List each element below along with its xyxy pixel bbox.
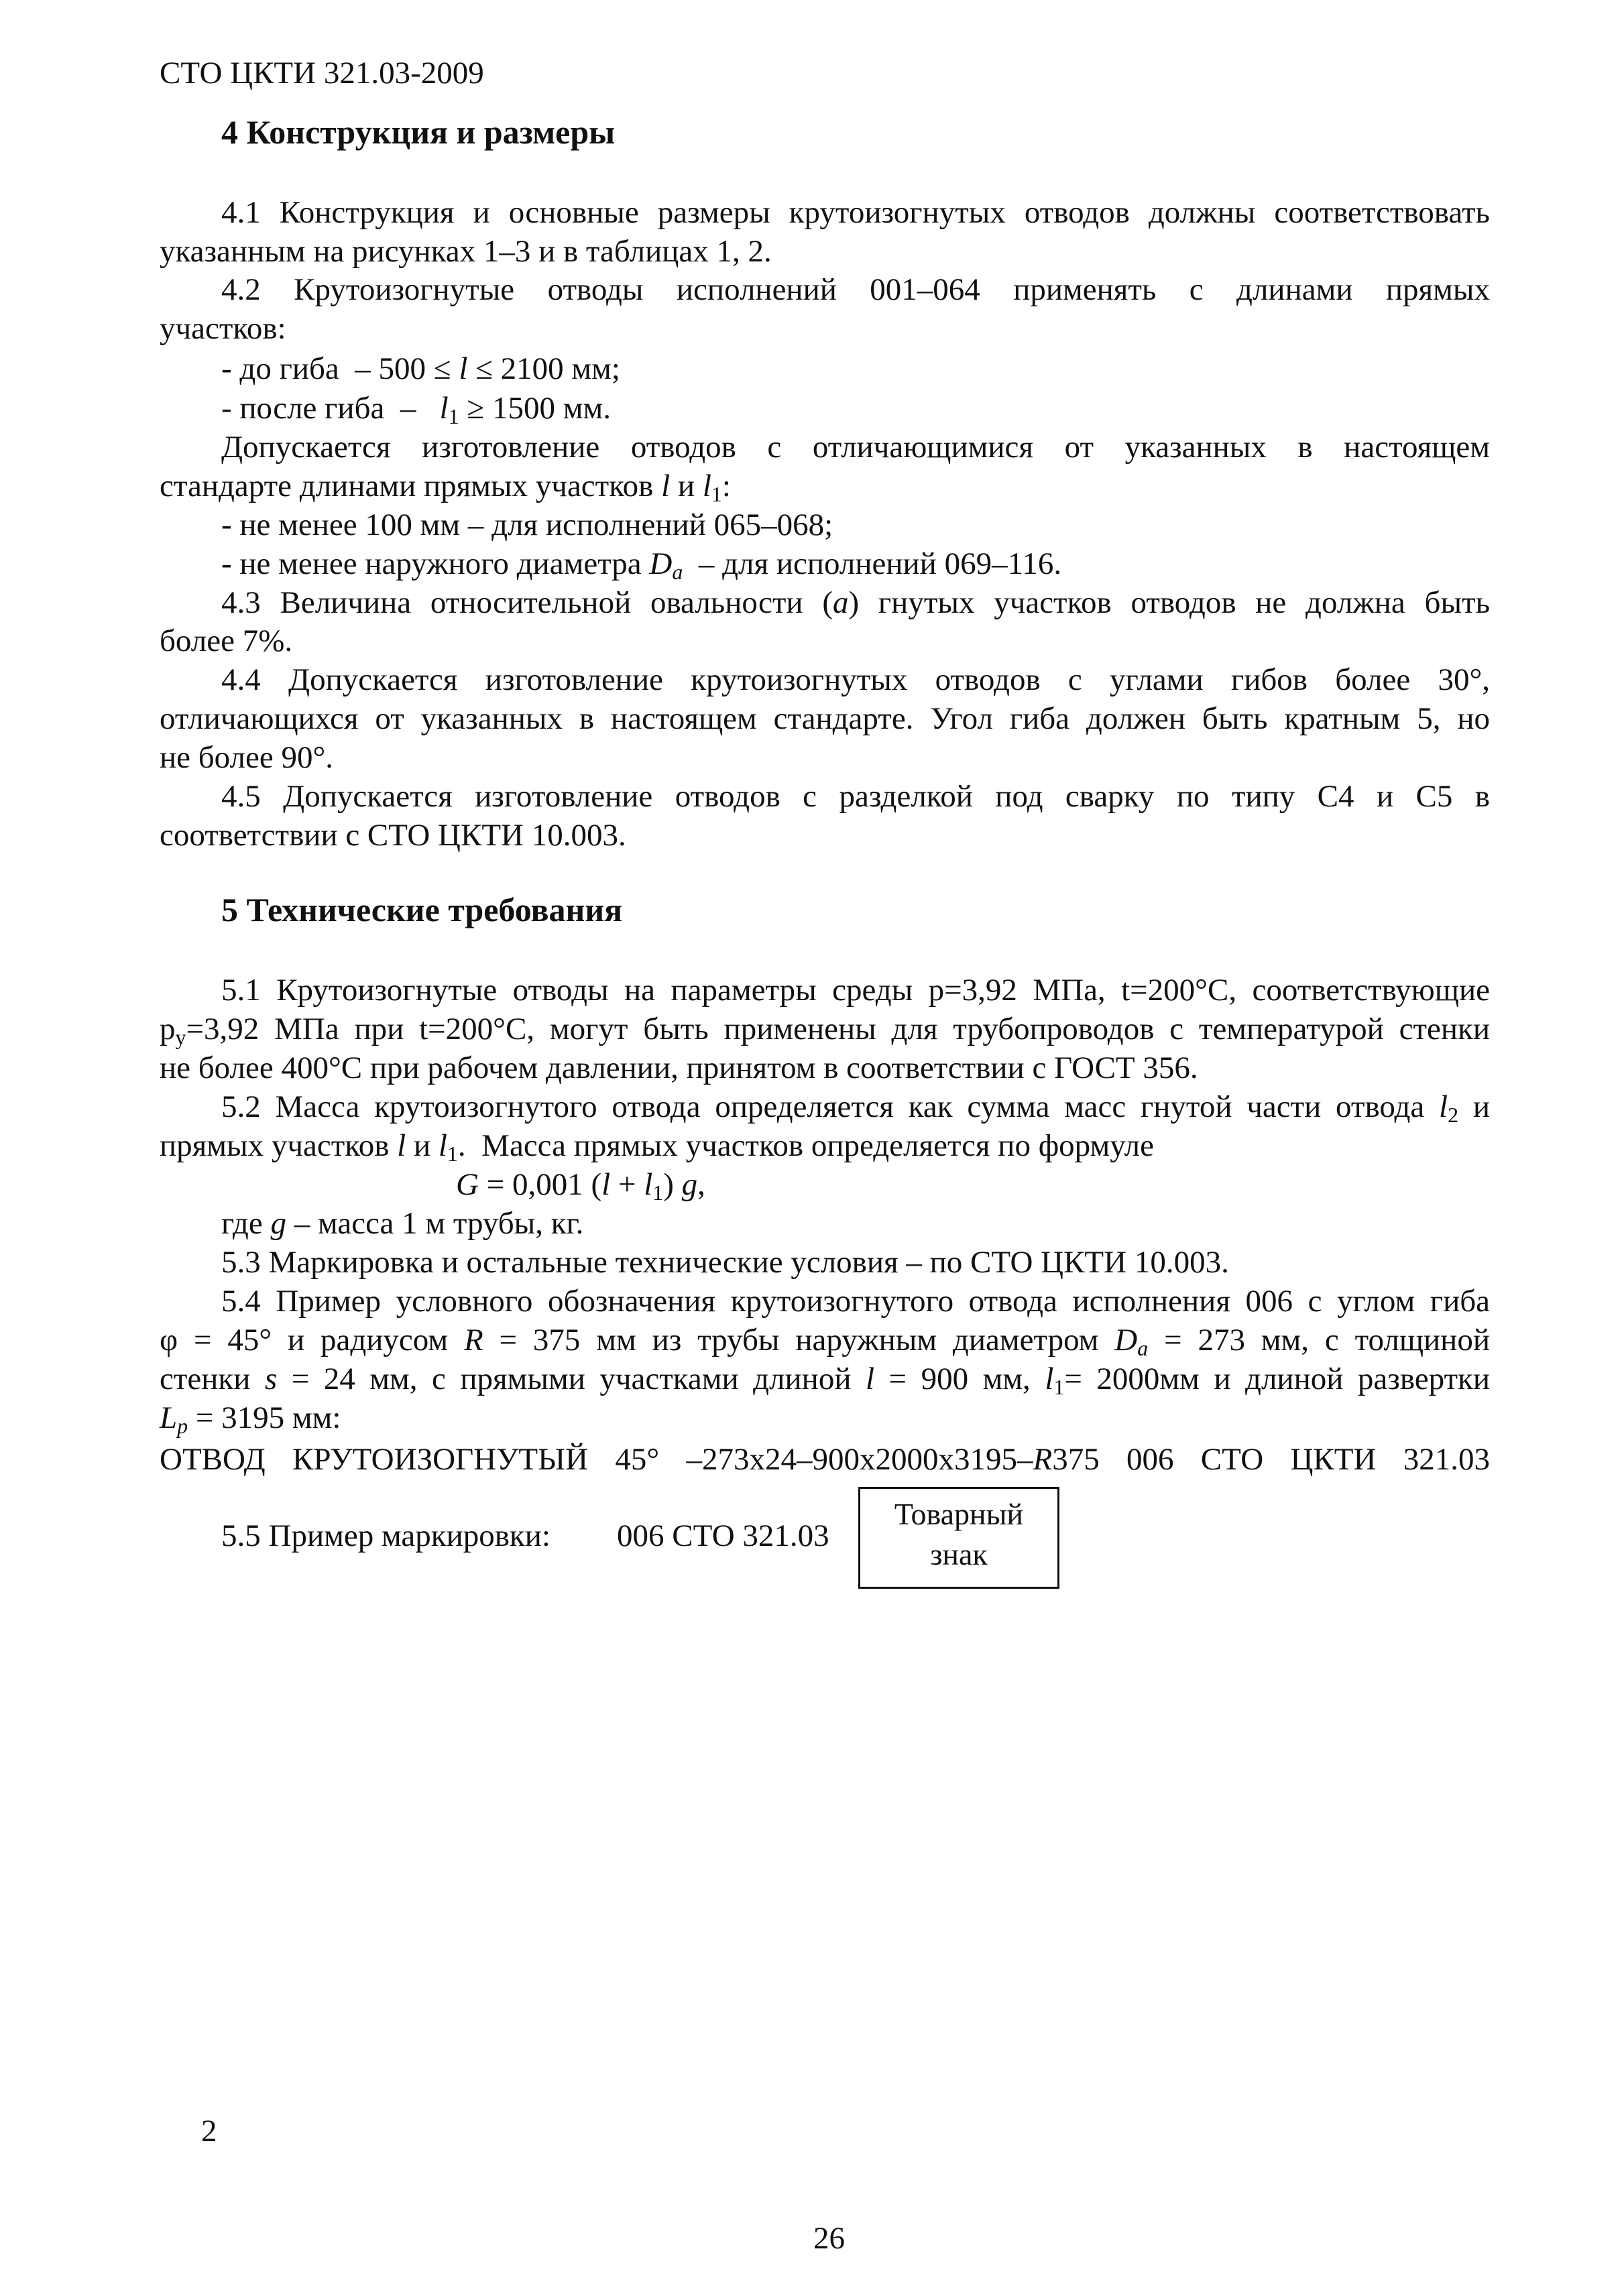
formula-explanation: где g – масса 1 м трубы, кг.	[221, 1206, 584, 1241]
para-4-1-line-1: 4.1 Конструкция и основные размеры крутоизогнутых отводов должны соответствовать	[221, 195, 1490, 230]
marking-value: 006 СТО 321.03	[617, 1518, 829, 1553]
para-allowed-line-1: Допускается изготовление отводов с отличающимися от указанных в настоящем	[221, 430, 1490, 465]
list-item-min-100: - не менее 100 мм – для исполнений 065–068;	[221, 507, 833, 542]
para-5-4-line-2: φ = 45° и радиусом R = 375 мм из трубы наружным диаметром $D_a = 273$ мм, с толщиной	[160, 1323, 1490, 1360]
para-allowed-line-2: стандарте длинами прямых участков l и $l_1$:	[160, 469, 731, 506]
mass-formula: G = 0,001 $(l + l_1)$ g,	[456, 1167, 705, 1205]
para-4-4-line-1: 4.4 Допускается изготовление крутоизогнутых отводов с углами гибов более 30°,	[221, 662, 1490, 697]
section-5-title: 5 Технические требования	[221, 891, 623, 928]
trademark-line-2: знак	[930, 1537, 988, 1571]
para-5-4-line-3: стенки s = 24 мм, с прямыми участками длиной l = 900 мм, $l_1= 2000мм$ и длиной развертки	[160, 1362, 1491, 1399]
trademark-line-1: Товарный	[894, 1497, 1024, 1531]
para-5-2-line-1: 5.2 Масса крутоизогнутого отвода определяется как сумма масс гнутой части отвода $l_2$ и	[221, 1089, 1490, 1127]
para-5-2-line-2: прямых участков l и $l_1$. Масса прямых участков определяется по формуле	[160, 1128, 1154, 1166]
para-4-2-line-2: участков:	[160, 311, 286, 346]
trademark-box	[858, 1487, 1059, 1589]
page-number: 26	[813, 2221, 845, 2256]
para-4-2-line-1: 4.2 Крутоизогнутые отводы исполнений 001–064 применять с длинами прямых	[221, 272, 1490, 307]
para-5-4-line-1: 5.4 Пример условного обозначения крутоизогнутого отвода исполнения 006 с углом гиба	[221, 1284, 1490, 1319]
para-5-4-line-4: $L_p = 3195$ мм:	[160, 1400, 341, 1438]
para-4-4-line-2: отличающихся от указанных в настоящем стандарте. Угол гиба должен быть кратным 5, но	[160, 701, 1490, 736]
list-item-min-diameter: - не менее наружного диаметра $D_a$ – для исполнений 069–116.	[221, 546, 1062, 584]
para-4-3-line-2: более 7%.	[160, 623, 293, 658]
para-5-3: 5.3 Маркировка и остальные технические условия – по СТО ЦКТИ 10.003.	[221, 1245, 1229, 1280]
document-header: СТО ЦКТИ 321.03-2009	[160, 56, 484, 90]
list-item-before-bend: - до гиба – 500 ≤ l ≤ 2100 мм;	[221, 351, 620, 386]
list-item-after-bend: - после гиба – $l_1 \ge 1500$ мм.	[221, 391, 611, 428]
para-4-3-line-1: 4.3 Величина относительной овальности (a) гнутых участков отводов не должна быть	[221, 585, 1491, 620]
para-5-1-line-2: $р_у=3,92$ МПа при t=200°С, могут быть применены для трубопроводов с температурой стенки	[160, 1012, 1490, 1049]
para-5-1-line-3: не более 400°С при рабочем давлении, принятом в соответствии с ГОСТ 356.	[160, 1050, 1198, 1085]
designation-example: ОТВОД КРУТОИЗОГНУТЫЙ 45° –273х24–900х2000х3195–R375 006 СТО ЦКТИ 321.03	[160, 1442, 1490, 1477]
marking-label: 5.5 Пример маркировки:	[221, 1518, 550, 1553]
para-4-5-line-2: соответствии с СТО ЦКТИ 10.003.	[160, 818, 626, 853]
para-4-5-line-1: 4.5 Допускается изготовление отводов с разделкой под сварку по типу С4 и С5 в	[221, 779, 1490, 814]
section-4-title: 4 Конструкция и размеры	[221, 113, 616, 151]
para-5-1-line-1: 5.1 Крутоизогнутые отводы на параметры среды р=3,92 МПа, t=200°С, соответствующие	[221, 973, 1490, 1008]
para-4-1-line-2: указанным на рисунках 1–3 и в таблицах 1, 2.	[160, 234, 772, 269]
para-4-4-line-3: не более 90°.	[160, 740, 334, 775]
inner-page-number: 2	[201, 2114, 217, 2149]
